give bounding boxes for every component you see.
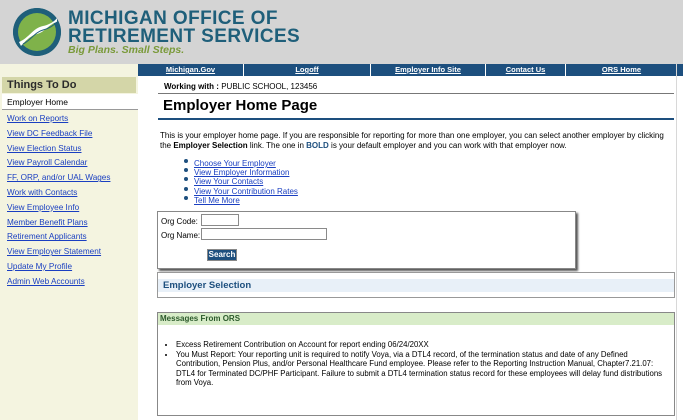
action-item — [184, 184, 298, 196]
action-item — [184, 174, 298, 187]
sidebar-item-update-profile[interactable]: Update My Profile — [7, 261, 73, 271]
employer-selection-panel — [157, 272, 675, 298]
sidebar-item-payroll-calendar[interactable]: View Payroll Calendar — [7, 158, 88, 168]
org-name-input[interactable] — [201, 228, 327, 240]
link-tell-me-more[interactable]: Tell Me More — [194, 195, 240, 205]
link-view-employer-info[interactable]: View Employer Information — [194, 168, 290, 178]
nav-ors-home[interactable]: ORS Home — [601, 65, 642, 74]
link-view-contacts[interactable]: View Your Contacts — [194, 177, 264, 187]
sidebar-item-work-on-reports[interactable]: Work on Reports — [7, 114, 69, 123]
sidebar-item-work-with-contacts[interactable]: Work with Contacts — [7, 187, 78, 197]
message-item: • You Must Report: Your reporting unit is required to notify Voya, via a DTL4 record, of the termination status and date of any Defined Contribution, Pension Plus, and/or Personal Healthcare Fund employee. Please refer to the Reporting Instruction Manual, Chapter7.21.07: DTL4 for Terminated DC/PHF Participant. Failure to submit a DTL4 termination status record for these employees will delay fund distributions from Voya. — [176, 350, 666, 388]
nav-employer-info-site[interactable]: Employer Info Site — [371, 64, 486, 76]
working-with-label: Working with : — [164, 82, 219, 91]
brand-tagline: Big Plans. Small Steps. — [68, 44, 185, 56]
intro-bold-employer-selection: Employer Selection — [173, 141, 248, 150]
org-code-label: Org Code: — [161, 217, 198, 226]
sidebar-item-election-status[interactable]: View Election Status — [7, 143, 82, 153]
intro-text-2: link. The one in — [247, 141, 307, 150]
messages-heading: Messages From ORS — [158, 313, 674, 325]
sidebar-item-member-benefit-plans[interactable]: Member Benefit Plans — [7, 217, 88, 227]
message-item: • Excess Retirement Contribution on Account for report ending 06/24/20XX — [176, 340, 666, 350]
nav-michigan-gov[interactable]: Michigan.Gov — [138, 64, 244, 76]
messages-panel — [157, 312, 675, 416]
working-with-value: PUBLIC SCHOOL, 123456 — [221, 82, 318, 91]
action-item — [184, 193, 298, 205]
org-code-input[interactable] — [201, 214, 239, 226]
sidebar-item-employer-home[interactable]: Employer Home — [2, 94, 138, 110]
sidebar-item-retirement-applicants[interactable]: Retirement Applicants — [7, 232, 87, 242]
org-search-panel — [157, 211, 576, 269]
right-edge-divider — [676, 64, 677, 420]
sidebar-item-admin-web-accounts[interactable]: Admin Web Accounts — [7, 276, 85, 286]
nav-logoff[interactable]: Logoff — [244, 64, 371, 76]
sidebar-item-ff-orp-ual-wages[interactable]: FF, ORP, and/or UAL Wages — [7, 173, 111, 183]
page-title: Employer Home Page — [163, 97, 318, 114]
employer-selection-heading[interactable]: Employer Selection — [163, 280, 252, 291]
working-with-bar — [158, 79, 674, 94]
brand-title-line1: MICHIGAN OFFICE OF — [68, 8, 278, 29]
sidebar-links — [7, 112, 110, 290]
messages-list — [166, 340, 666, 388]
intro-paragraph — [160, 131, 672, 151]
nav-contact-us[interactable]: Contact Us — [486, 64, 566, 76]
sidebar-item-employee-info[interactable]: View Employee Info — [7, 202, 80, 212]
action-links — [184, 156, 298, 205]
org-name-label: Org Name: — [161, 231, 201, 240]
link-view-contribution-rates[interactable]: View Your Contribution Rates — [194, 186, 298, 196]
sidebar — [0, 64, 138, 420]
brand-title-line2: RETIREMENT SERVICES — [68, 26, 301, 47]
title-divider — [158, 118, 674, 120]
ors-logo-icon — [13, 8, 61, 56]
site-header — [0, 0, 683, 64]
action-item — [184, 156, 298, 168]
search-button[interactable]: Search — [208, 250, 236, 259]
action-item — [184, 165, 298, 178]
intro-bold-bold: BOLD — [306, 141, 329, 150]
intro-text-3: is your default employer and you can work with that employer now. — [328, 141, 567, 150]
sidebar-heading: Things To Do — [2, 77, 136, 93]
intro-text-1: This is your employer home page. If you are responsible for reporting for more than one employer, you can select another employer by clicking the — [160, 131, 664, 150]
sidebar-item-employer-statement[interactable]: View Employer Statement — [7, 247, 102, 257]
sidebar-item-dc-feedback-file[interactable]: View DC Feedback File — [7, 128, 93, 138]
top-nav — [138, 64, 683, 76]
link-choose-employer[interactable]: Choose Your Employer — [194, 159, 276, 168]
